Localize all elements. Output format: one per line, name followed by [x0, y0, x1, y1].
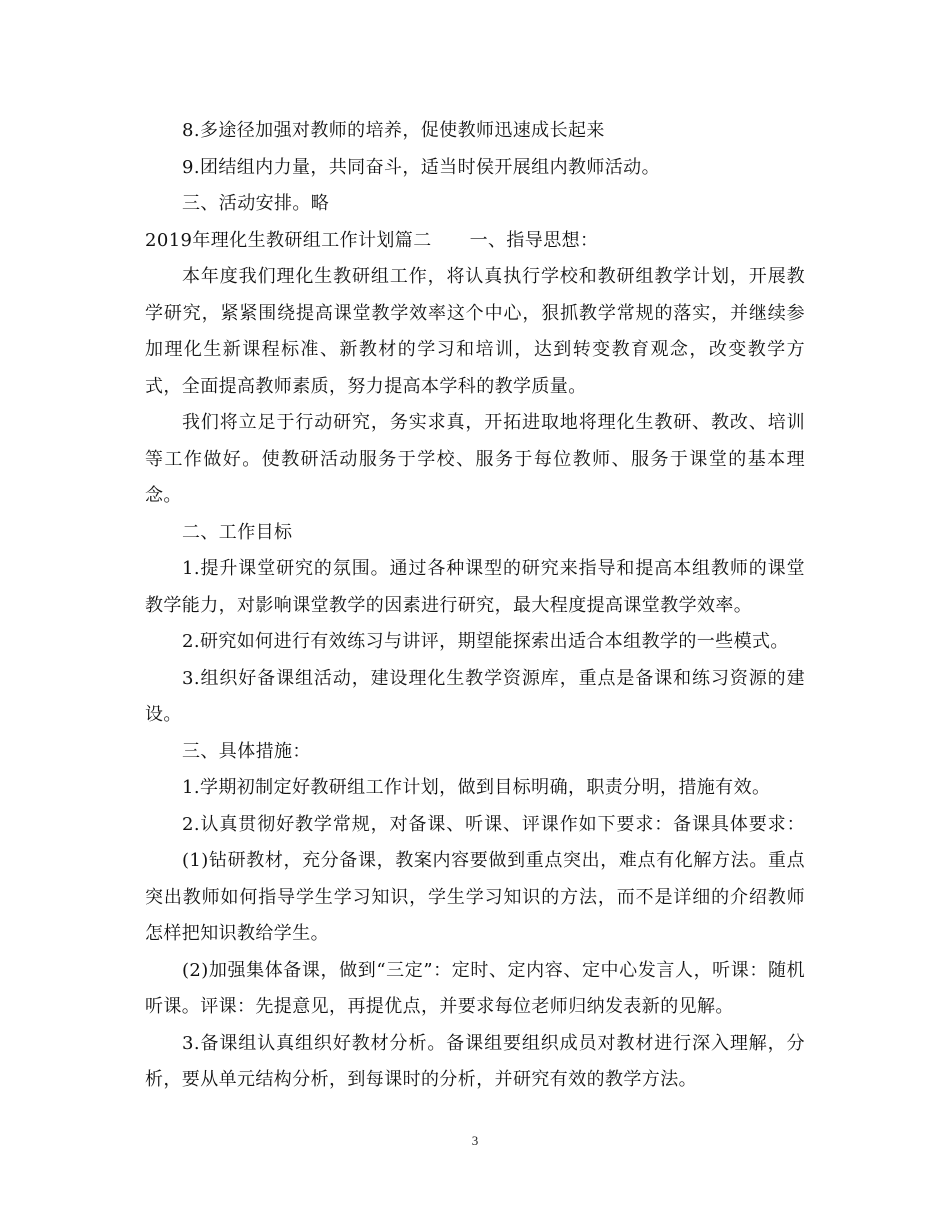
text-line-content: 1.学期初制定好教研组工作计划，做到目标明确，职责分明，措施有效。 — [182, 777, 771, 798]
text-line-content: 我们将立足于行动研究，务实求真，开拓进取地将理化生教研、教改、培训 — [182, 412, 805, 433]
text-line — [145, 1026, 805, 1063]
text-line — [145, 405, 805, 442]
text-line — [145, 661, 805, 698]
document-body — [145, 113, 805, 1099]
text-line-content: 9.团结组内力量，共同奋斗，适当时侯开展组内教师活动。 — [182, 156, 660, 178]
text-line-content: 三、活动安排。略 — [182, 193, 330, 214]
text-line-content: 设。 — [145, 704, 182, 725]
text-line-content: 2019年理化生教研组工作计划篇二 — [145, 229, 432, 251]
text-line-content: 3.组织好备课组活动，建设理化生教学资源库，重点是备课和练习资源的建 — [182, 667, 805, 689]
text-line-content: 三、具体措施： — [182, 740, 311, 762]
text-line-content: 念。 — [145, 485, 182, 506]
text-line-content: 3.备课组认真组织好教材分析。备课组要组织成员对教材进行深入理解，分 — [182, 1032, 805, 1054]
text-line — [145, 953, 805, 990]
text-line-content: (1)钻研教材，充分备课，教案内容要做到重点突出，难点有化解方法。重点 — [182, 850, 805, 871]
page-number: 3 — [471, 1133, 479, 1148]
text-line-content: 析，要从单元结构分析，到每课时的分析，并研究有效的教学方法。 — [145, 1069, 697, 1090]
text-line-content: (2)加强集体备课，做到“三定”：定时、定内容、定中心发言人，听课：随机 — [182, 959, 805, 981]
text-line — [145, 478, 805, 515]
text-line — [145, 259, 805, 296]
text-line — [145, 734, 805, 771]
text-line-content: 学研究，紧紧围绕提高课堂教学效率这个中心，狠抓教学常规的落实，并继续参 — [145, 302, 805, 324]
text-line — [145, 442, 805, 479]
text-line — [145, 332, 805, 369]
text-line — [145, 551, 805, 588]
text-line-content: 本年度我们理化生教研组工作，将认真执行学校和教研组教学计划，开展教 — [182, 266, 805, 287]
text-line — [145, 186, 805, 223]
text-line — [145, 880, 805, 917]
text-line-content: 等工作做好。使教研活动服务于学校、服务于每位教师、服务于课堂的基本理 — [145, 448, 805, 470]
text-line-content: 1.提升课堂研究的氛围。通过各种课型的研究来指导和提高本组教师的课堂 — [182, 558, 805, 579]
text-line-content: 加理化生新课程标准、新教材的学习和培训，达到转变教育观念，改变教学方 — [145, 339, 805, 360]
text-line-content: 怎样把知识教给学生。 — [145, 923, 329, 944]
text-line — [145, 807, 805, 844]
text-line — [145, 989, 805, 1026]
text-line-content: 教学能力，对影响课堂教学的因素进行研究，最大程度提高课堂教学效率。 — [145, 594, 753, 616]
text-line — [145, 1062, 805, 1099]
text-line-content: 2.认真贯彻好教学常规，对备课、听课、评课作如下要求：备课具体要求： — [182, 813, 805, 835]
text-line — [145, 624, 805, 661]
text-line-suffix: 一、指导思想： — [469, 229, 599, 251]
text-line-content: 8.多途径加强对教师的培养，促使教师迅速成长起来 — [182, 120, 605, 141]
text-line — [145, 770, 805, 807]
text-line — [145, 916, 805, 953]
text-line-content: 突出教师如何指导学生学习知识，学生学习知识的方法，而不是详细的介绍教师 — [145, 886, 805, 908]
text-line — [145, 150, 805, 187]
text-line-content: 二、工作目标 — [182, 521, 293, 543]
text-line — [145, 296, 805, 333]
text-line — [145, 223, 805, 260]
text-line — [145, 697, 805, 734]
text-line-content: 2.研究如何进行有效练习与讲评，期望能探索出适合本组教学的一些模式。 — [182, 631, 789, 652]
text-line — [145, 515, 805, 552]
text-line — [145, 369, 805, 406]
text-line — [145, 588, 805, 625]
text-line — [145, 113, 805, 150]
text-line-content: 听课。评课：先提意见，再提优点，并要求每位老师归纳发表新的见解。 — [145, 996, 734, 1017]
text-line — [145, 843, 805, 880]
text-line-content: 式，全面提高教师素质，努力提高本学科的教学质量。 — [145, 375, 587, 397]
